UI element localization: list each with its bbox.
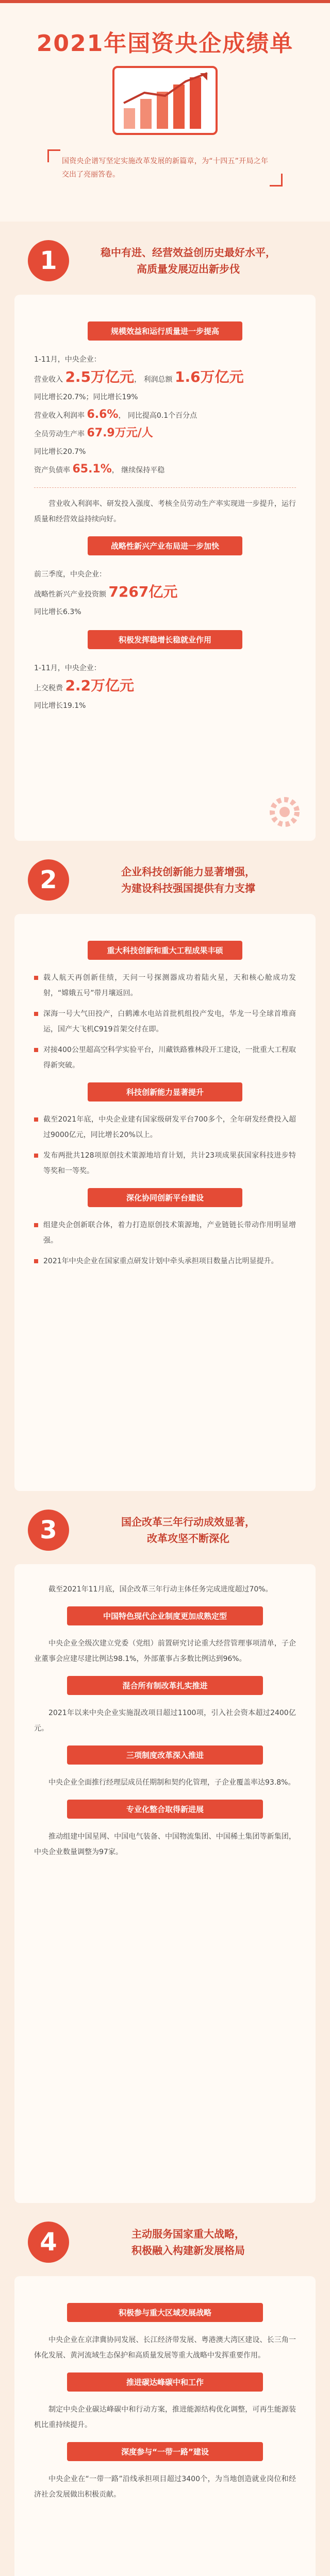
- top-bar: [0, 0, 330, 3]
- stat-growth: 同比增长20.7%；同比增长19%: [34, 393, 138, 401]
- section-3-header: [14, 1505, 316, 1555]
- subhead: 深化协同创新平台建设: [88, 1188, 242, 1207]
- subhead: 三项制度改革深入推进: [67, 1745, 263, 1765]
- paragraph: 中央企业在“一带一路”沿线承担项目超过3400个，为当地创造就业岗位和经济社会发展做出积极贡献。: [34, 2475, 296, 2499]
- section-number: 1: [28, 240, 69, 281]
- section-number: 3: [28, 1510, 69, 1551]
- stat-labor-sub: 同比增长20.7%: [34, 448, 86, 456]
- invest-intro: 前三季度，中央企业：: [34, 570, 106, 579]
- stat-value: 2.2万亿元: [65, 677, 135, 694]
- stat-revenue: 营业收入 2.5万亿元， 利润总额 1.6万亿元: [34, 368, 244, 385]
- list-item: 深海一号大气田投产，白鹤滩水电站首批机组投产发电，华龙一号全球首堆商运，国产大飞机C919首架交付在即。: [34, 1006, 296, 1037]
- list-item: 载人航天再创新佳绩，天问一号探测器成功着陆火星，天和核心舱成功发射，“嫦娥五号”带月壤返回。: [34, 970, 296, 1001]
- stat-value: 1.6万亿元: [174, 368, 244, 385]
- paragraph: 中央企业全级次建立党委（党组）前置研究讨论重大经营管理事项清单，子企业董事会应建尽建比例达98.1%，外部董事占多数比例达到96%。: [34, 1639, 296, 1663]
- intro-text: 国资央企谱写坚定实施改革发展的新篇章，为“十四五”开局之年交出了亮丽答卷。: [62, 155, 268, 181]
- paragraph: 营业收入利润率、研发投入强度、考核全员劳动生产率实现进一步提升，运行质量和经营效益持续向好。: [34, 500, 296, 523]
- list-item: 截至2021年底，中央企业建有国家级研发平台700多个，全年研发经费投入超过9000亿元，同比增长20%以上。: [34, 1112, 296, 1143]
- gear-icon: [264, 791, 305, 833]
- stat-invest-sub: 同比增长6.3%: [34, 608, 81, 616]
- subhead: 推进碳达峰碳中和工作: [67, 2372, 263, 2392]
- rising-chart-icon: [108, 62, 222, 139]
- subhead: 战略性新兴产业布局进一步加快: [88, 536, 242, 555]
- section-4: [14, 2276, 316, 2576]
- subhead: 科技创新能力显著提升: [88, 1082, 242, 1101]
- section-2-header: [14, 855, 316, 905]
- stat-debt: 资产负债率 65.1%， 继续保持平稳: [34, 463, 165, 476]
- stat-invest: 战略性新兴产业投资额 7267亿元: [34, 583, 178, 600]
- stat-ratio: 营业收入利润率 6.6%， 同比提高0.1个百分点: [34, 408, 197, 421]
- section-title: 稳中有进、经营效益创历史最好水平， 高质量发展迈出新步伐: [101, 246, 276, 275]
- subhead: 积极参与重大区域发展战略: [67, 2303, 263, 2322]
- subhead: 中国特色现代企业制度更加成熟定型: [67, 1606, 263, 1625]
- section-1-header: [14, 236, 316, 285]
- section-number: 4: [28, 2222, 69, 2263]
- header: [0, 0, 330, 222]
- paragraph: 中央企业全面推行经理层成员任期制和契约化管理，子企业覆盖率达93.8%。: [48, 1778, 295, 1787]
- stat-value: 67.9万元/人: [87, 427, 153, 439]
- section-number: 2: [28, 859, 69, 901]
- stat-value: 6.6%: [87, 408, 119, 421]
- tax-intro: 1-11月，中央企业：: [34, 664, 101, 672]
- list-item: 对接400公里超高空科学实验平台，川藏铁路雅林段开工建设，一批重大工程取得新突破。: [34, 1042, 296, 1073]
- subhead: 重大科技创新和重大工程成果丰硕: [88, 941, 242, 960]
- section-title: 国企改革三年行动成效显著， 改革攻坚不断深化: [121, 1516, 255, 1545]
- stat-value: 2.5万亿元: [65, 368, 135, 385]
- subhead: 深度参与“一带一路”建设: [67, 2442, 263, 2461]
- paragraph: 推动组建中国星网、中国电气装备、中国物流集团、中国稀土集团等新集团，中央企业数量调整为97家。: [34, 1833, 296, 1856]
- section-1: [14, 295, 316, 841]
- section-3: [14, 1564, 316, 2203]
- paragraph: 2021年以来中央企业实施混改项目超过1100项，引入社会资本超过2400亿元。: [34, 1709, 296, 1733]
- page-title: 2021年国资央企成绩单: [36, 30, 294, 57]
- subhead: 规模效益和运行质量进一步提高: [88, 321, 242, 341]
- divider: [34, 487, 296, 488]
- paragraph: 截至2021年11月底，国企改革三年行动主体任务完成进度超过70%。: [48, 1585, 273, 1594]
- stat-tax: 上交税费 2.2万亿元: [34, 677, 135, 694]
- paragraph: 制定中央企业碳达峰碳中和行动方案，推进能源结构优化调整，可再生能源装机比重持续提升。: [34, 2405, 296, 2429]
- section-title: 主动服务国家重大战略， 积极融入构建新发展格局: [131, 2228, 245, 2257]
- period-label: 1-11月，中央企业：: [34, 355, 101, 364]
- stat-tax-sub: 同比增长19.1%: [34, 702, 86, 710]
- section-4-header: [14, 2217, 316, 2267]
- subhead: 专业化整合取得新进展: [67, 1800, 263, 1819]
- stat-value: 65.1%: [72, 463, 112, 476]
- list-item: 组建央企创新联合体，着力打造原创技术策源地，产业链链长带动作用明显增强。: [34, 1217, 296, 1248]
- list-item: 2021年中央企业在国家重点研发计划中牵头承担项目数量占比明显提升。: [34, 1253, 296, 1269]
- paragraph: 中央企业在京津冀协同发展、长江经济带发展、粤港澳大湾区建设、长三角一体化发展、黄河流域生态保护和高质量发展等重大战略中发挥重要作用。: [34, 2336, 296, 2360]
- stat-labor: 全员劳动生产率 67.9万元/人: [34, 427, 153, 439]
- subhead: 积极发挥稳增长稳就业作用: [88, 630, 242, 649]
- section-2: [14, 914, 316, 1491]
- stat-value: 7267亿元: [108, 583, 178, 600]
- subhead: 混合所有制改革扎实推进: [67, 1676, 263, 1695]
- section-title: 企业科技创新能力显著增强， 为建设科技强国提供有力支撑: [121, 866, 255, 894]
- list-item: 发布两批共128项原创技术策源地培育计划，共计23项成果获国家科技进步特等奖和一等奖。: [34, 1148, 296, 1179]
